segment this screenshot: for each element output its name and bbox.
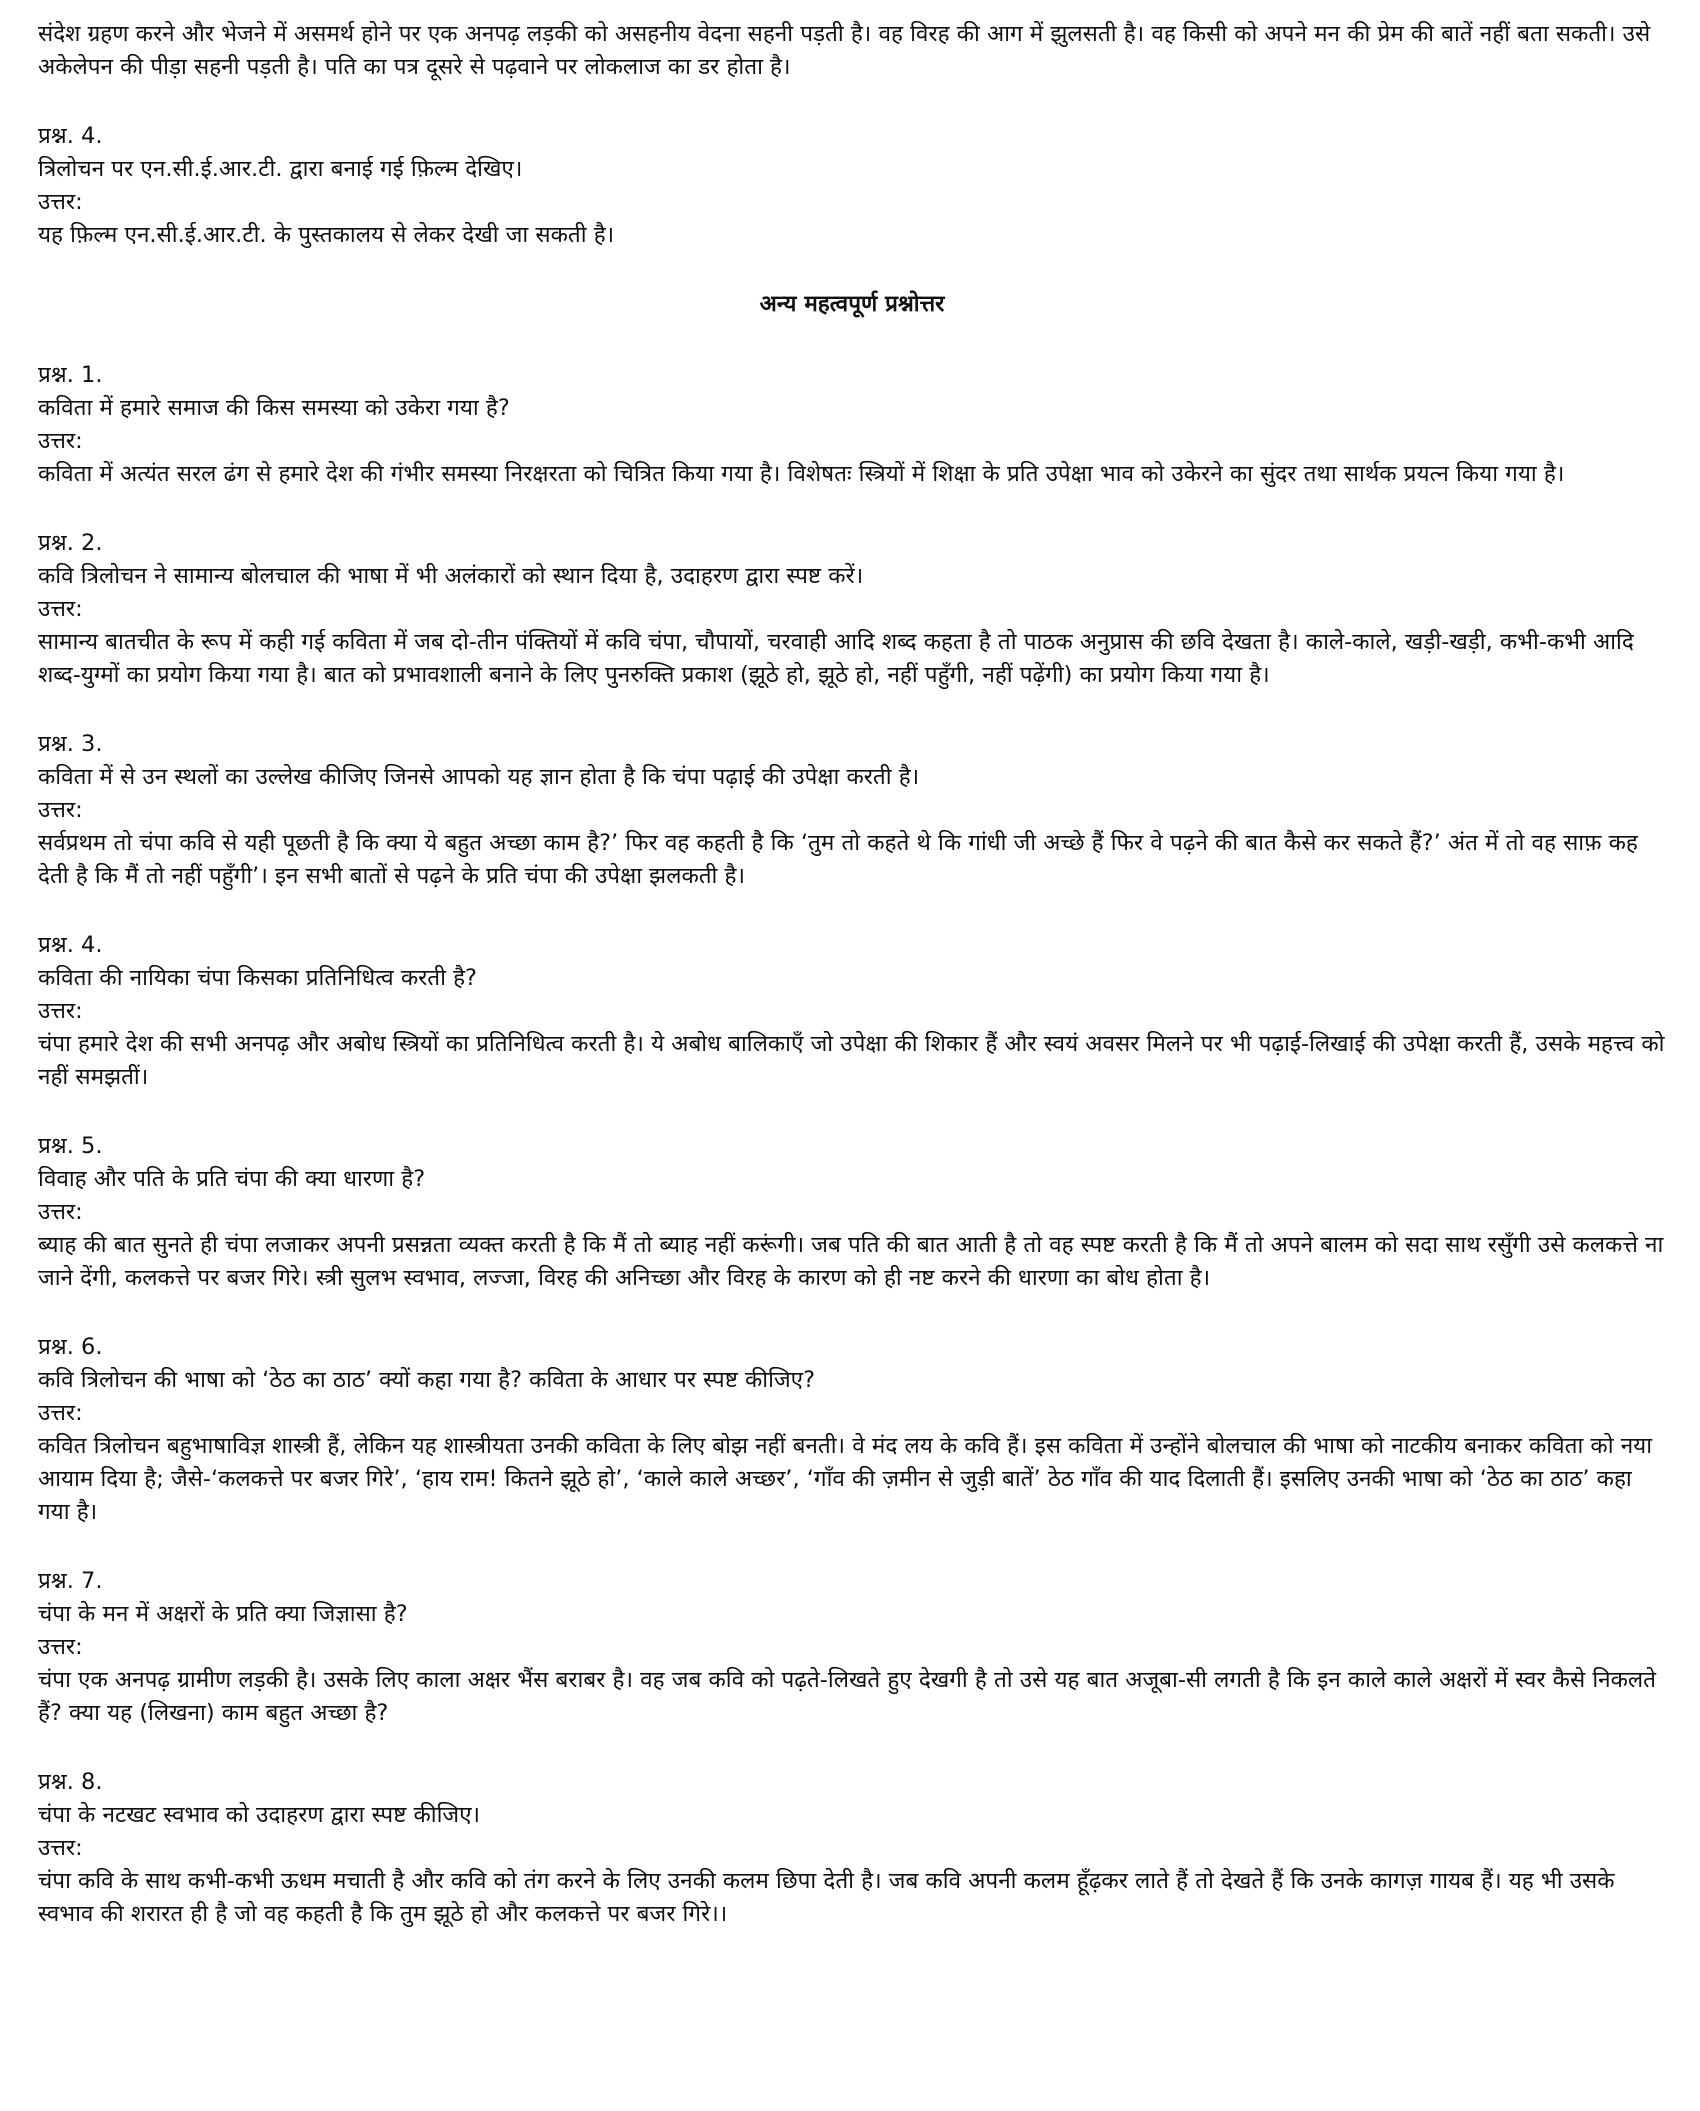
prelim-question-4 xyxy=(38,120,1666,252)
answer-label: उत्तर: xyxy=(38,428,83,454)
question-text: कवि त्रिलोचन ने सामान्य बोलचाल की भाषा में भी अलंकारों को स्थान दिया है, उदाहरण द्वारा स्पष्ट करें। xyxy=(38,563,864,589)
answer-label: उत्तर: xyxy=(38,189,83,215)
answer-label: उत्तर: xyxy=(38,797,83,823)
answer-text: यह फ़िल्म एन.सी.ई.आर.टी. के पुस्तकालय से लेकर देखी जा सकती है। xyxy=(38,222,615,248)
question-label: प्रश्न. 4. xyxy=(38,123,103,149)
answer-text: चंपा हमारे देश की सभी अनपढ़ और अबोध स्त्रियों का प्रतिनिधित्व करती है। ये अबोध बालिकाएँ जो उपेक्षा की शिकार हैं और स्वयं अवसर मिलने पर भी पढ़ाई-लिखाई की उपेक्षा करती हैं, उसके महत्त्व को नहीं समझतीं। xyxy=(38,1031,1665,1090)
answer-label: उत्तर: xyxy=(38,596,83,622)
answer-text: ब्याह की बात सुनते ही चंपा लजाकर अपनी प्रसन्नता व्यक्त करती है कि मैं तो ब्याह नहीं करूंगी। जब पति की बात आती है तो वह स्पष्ट करती है कि मैं तो अपने बालम को सदा साथ रसुँगी उसे कलकत्ते ना जाने देंगी, कलकत्ते पर बजर गिरे। स्त्री सुलभ स्वभाव, लज्जा, विरह की अनिच्छा और विरह के कारण को ही नष्ट करने की धारणा का बोध होता है। xyxy=(38,1232,1664,1291)
question-label: प्रश्न. 2. xyxy=(38,530,103,556)
question-block-8 xyxy=(38,1766,1666,1931)
question-text: विवाह और पति के प्रति चंपा की क्या धारणा है? xyxy=(38,1166,426,1192)
document-page xyxy=(38,18,1666,1967)
question-text: कविता में से उन स्थलों का उल्लेख कीजिए जिनसे आपको यह ज्ञान होता है कि चंपा पढ़ाई की उपेक्षा करती है। xyxy=(38,764,920,790)
question-label: प्रश्न. 8. xyxy=(38,1769,103,1795)
question-text: कविता की नायिका चंपा किसका प्रतिनिधित्व करती है? xyxy=(38,965,477,991)
question-block-1 xyxy=(38,359,1666,491)
question-block-7 xyxy=(38,1565,1666,1730)
answer-label: उत्तर: xyxy=(38,1634,83,1660)
section-heading: अन्य महत्वपूर्ण प्रश्नोत्तर xyxy=(759,291,945,317)
intro-paragraph xyxy=(38,18,1666,84)
answer-label: उत्तर: xyxy=(38,998,83,1024)
answer-text: सर्वप्रथम तो चंपा कवि से यही पूछती है कि क्या ये बहुत अच्छा काम है?’ फिर वह कहती है कि ‘तुम तो कहते थे कि गांधी जी अच्छे हैं फिर वे पढ़ने की बात कैसे कर सकते हैं?’ अंत में तो वह साफ़ कह देती है कि मैं तो नहीं पहुँगी’। इन सभी बातों से पढ़ने के प्रति चंपा की उपेक्षा झलकती है। xyxy=(38,830,1638,889)
answer-text: सामान्य बातचीत के रूप में कही गई कविता में जब दो-तीन पंक्तियों में कवि चंपा, चौपायों, चरवाही आदि शब्द कहता है तो पाठक अनुप्रास की छवि देखता है। काले-काले, खड़ी-खड़ी, कभी-कभी आदि शब्द-युग्मों का प्रयोग किया गया है। बात को प्रभावशाली बनाने के लिए पुनरुक्ति प्रकाश (झूठे हो, झूठे हो, नहीं पहुँगी, नहीं पढ़ेंगी) का प्रयोग किया गया है। xyxy=(38,629,1634,688)
answer-label: उत्तर: xyxy=(38,1199,83,1225)
answer-label: उत्तर: xyxy=(38,1835,83,1861)
question-block-6 xyxy=(38,1331,1666,1529)
question-block-3 xyxy=(38,728,1666,893)
question-text: कविता में हमारे समाज की किस समस्या को उकेरा गया है? xyxy=(38,395,510,421)
answer-text: चंपा एक अनपढ़ ग्रामीण लड़की है। उसके लिए काला अक्षर भैंस बराबर है। वह जब कवि को पढ़ते-लिखते हुए देखगी है तो उसे यह बात अजूबा-सी लगती है कि इन काले काले अक्षरों में स्वर कैसे निकलते हैं? क्या यह (लिखना) काम बहुत अच्छा है? xyxy=(38,1667,1657,1726)
answer-text: कविता में अत्यंत सरल ढंग से हमारे देश की गंभीर समस्या निरक्षरता को चित्रित किया गया है। विशेषतः स्त्रियों में शिक्षा के प्रति उपेक्षा भाव को उकेरने का सुंदर तथा सार्थक प्रयत्न किया गया है। xyxy=(38,461,1565,487)
question-block-2 xyxy=(38,527,1666,692)
question-block-5 xyxy=(38,1130,1666,1295)
question-label: प्रश्न. 7. xyxy=(38,1568,103,1594)
answer-text: चंपा कवि के साथ कभी-कभी ऊधम मचाती है और कवि को तंग करने के लिए उनकी कलम छिपा देती है। जब कवि अपनी कलम हूँढ़कर लाते हैं तो देखते हैं कि उनके कागज़ गायब हैं। यह भी उसके स्वभाव की शरारत ही है जो वह कहती है कि तुम झूठे हो और कलकत्ते पर बजर गिरे।। xyxy=(38,1868,1615,1927)
question-text: चंपा के मन में अक्षरों के प्रति क्या जिज्ञासा है? xyxy=(38,1601,408,1627)
intro-text: संदेश ग्रहण करने और भेजने में असमर्थ होने पर एक अनपढ़ लड़की को असहनीय वेदना सहनी पड़ती है। वह विरह की आग में झुलसती है। वह किसी को अपने मन की प्रेम की बातें नहीं बता सकती। उसे अकेलेपन की पीड़ा सहनी पड़ती है। पति का पत्र दूसरे से पढ़वाने पर लोकलाज का डर होता है। xyxy=(38,21,1651,80)
question-label: प्रश्न. 3. xyxy=(38,731,103,757)
question-block-4 xyxy=(38,929,1666,1094)
question-label: प्रश्न. 1. xyxy=(38,362,103,388)
answer-label: उत्तर: xyxy=(38,1400,83,1426)
question-label: प्रश्न. 6. xyxy=(38,1334,103,1360)
question-label: प्रश्न. 4. xyxy=(38,932,103,958)
answer-text: कवित त्रिलोचन बहुभाषाविज्ञ शास्त्री हैं, लेकिन यह शास्त्रीयता उनकी कविता के लिए बोझ नहीं बनती। वे मंद लय के कवि हैं। इस कविता में उन्होंने बोलचाल की भाषा को नाटकीय बनाकर कविता को नया आयाम दिया है; जैसे-‘कलकत्ते पर बजर गिरे’, ‘हाय राम! कितने झूठे हो’, ‘काले काले अच्छर’, ‘गाँव की ज़मीन से जुड़ी बातें’ ठेठ गाँव की याद दिलाती हैं। इसलिए उनकी भाषा को ‘ठेठ का ठाठ’ कहा गया है। xyxy=(38,1433,1653,1525)
question-text: कवि त्रिलोचन की भाषा को ‘ठेठ का ठाठ’ क्यों कहा गया है? कविता के आधार पर स्पष्ट कीजिए? xyxy=(38,1367,816,1393)
question-label: प्रश्न. 5. xyxy=(38,1133,103,1159)
question-text: चंपा के नटखट स्वभाव को उदाहरण द्वारा स्पष्ट कीजिए। xyxy=(38,1802,481,1828)
question-text: त्रिलोचन पर एन.सी.ई.आर.टी. द्वारा बनाई गई फ़िल्म देखिए। xyxy=(38,156,523,182)
